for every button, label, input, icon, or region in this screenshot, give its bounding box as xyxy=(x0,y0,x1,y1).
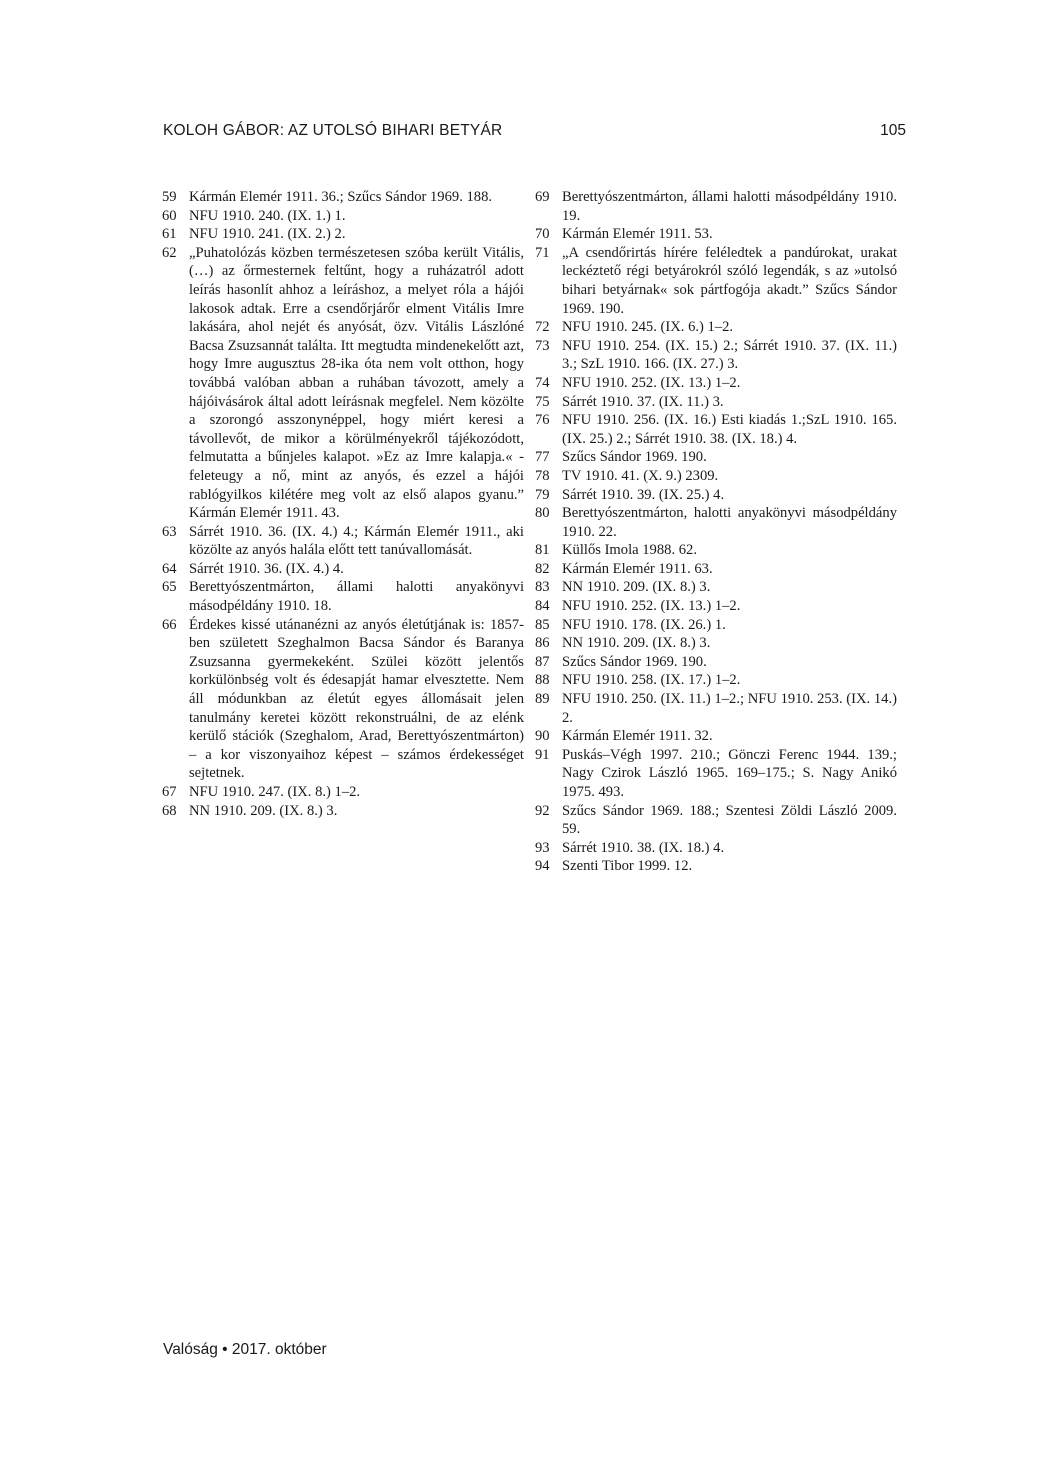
footnote-text: NFU 1910. 252. (IX. 13.) 1–2. xyxy=(562,598,741,615)
footnote-text: TV 1910. 41. (X. 9.) 2309. xyxy=(562,467,719,484)
footnote-text: NFU 1910. 256. (IX. 16.) Esti kiadás 1.;SzL 1910. 165. (IX. 25.) 2.; Sárrét 1910. 38. (IX. 18.) 4. xyxy=(562,412,897,447)
footnote-63 xyxy=(162,523,524,560)
footnote-81 xyxy=(535,541,897,560)
footnote-59 xyxy=(162,188,524,207)
footnote-94 xyxy=(535,857,897,876)
footnote-number: 74 xyxy=(535,374,550,391)
footnote-number: 61 xyxy=(162,226,177,243)
footnote-69 xyxy=(535,188,897,225)
footnote-87 xyxy=(535,653,897,672)
footnote-71 xyxy=(535,244,897,318)
footnote-number: 86 xyxy=(535,635,550,652)
footnote-66 xyxy=(162,616,524,783)
footnote-text: Sárrét 1910. 36. (IX. 4.) 4.; Kármán Elemér 1911., aki közölte az anyós halála előtt tett tanúvallomását. xyxy=(189,523,524,559)
footnote-number: 85 xyxy=(535,616,550,633)
footnote-78 xyxy=(535,467,897,486)
footnote-text: „Puhatolózás közben természetesen szóba került Vitális, (…) az őrmesternek feltűnt, hogy a ruházatról adott leírás hasonlít ahhoz a leíráshoz, a melyet róla a hájói lakosok adtak. Erre a csendőrjárőr elment Vitális Imre lakására, ahol nejét és anyósát, özv. Vitális Lászlóné Bacsa Zsuzsannát találta. Itt megtudta mindenekelőtt azt, hogy Imre augusztus 28-ika óta nem volt otthon, hogy továbbá valóban abban a ruhában távozott, amely a hájóivásárok által adott leírásnak megfelel. Nem közölte a szorongó asszonynéppel, hogy miért keresi a távollevőt, de mikor a körülményekről tájékozódott, felmutatta a bűnjeles kalapot. »Ez az Imre kalapja.« -feleteugy a nő, mint az anyós, és ezzel a hájói rablógyilkos kilétére meg volt az első alapos gyanu.” Kármán Elemér 1911. 43. xyxy=(189,244,524,522)
footnote-text: Sárrét 1910. 37. (IX. 11.) 3. xyxy=(562,393,724,410)
footnote-77 xyxy=(535,448,897,467)
footnote-text: Kármán Elemér 1911. 53. xyxy=(562,226,713,243)
footnote-92 xyxy=(535,802,897,839)
notes-column-left xyxy=(162,188,524,820)
footnote-text: NFU 1910. 250. (IX. 11.) 1–2.; NFU 1910. 253. (IX. 14.) 2. xyxy=(562,691,897,726)
footnote-text: NFU 1910. 258. (IX. 17.) 1–2. xyxy=(562,672,741,689)
footnote-68 xyxy=(162,802,524,821)
footnote-74 xyxy=(535,374,897,393)
footnote-text: NFU 1910. 240. (IX. 1.) 1. xyxy=(189,207,346,224)
footnote-73 xyxy=(535,337,897,374)
footnote-text: NN 1910. 209. (IX. 8.) 3. xyxy=(562,579,711,596)
footnote-number: 80 xyxy=(535,505,550,522)
footnote-number: 64 xyxy=(162,560,177,577)
footnote-text: Kármán Elemér 1911. 36.; Szűcs Sándor 1969. 188. xyxy=(189,189,493,205)
footnote-text: Szűcs Sándor 1969. 188.; Szentesi Zöldi László 2009. 59. xyxy=(562,802,897,838)
footnote-number: 92 xyxy=(535,802,550,819)
footnote-number: 68 xyxy=(162,802,177,819)
footnote-number: 65 xyxy=(162,579,177,596)
footnote-text: Berettyószentmárton, állami halotti anyakönyvi másodpéldány 1910. 18. xyxy=(189,579,524,615)
footnote-text: Küllős Imola 1988. 62. xyxy=(562,542,697,559)
footnote-text: Kármán Elemér 1911. 32. xyxy=(562,728,713,745)
running-title: KOLOH GÁBOR: AZ UTOLSÓ BIHARI BETYÁR xyxy=(163,122,503,139)
footnote-text: NFU 1910. 245. (IX. 6.) 1–2. xyxy=(562,319,734,336)
footnote-number: 91 xyxy=(535,746,550,763)
footnote-text: NN 1910. 209. (IX. 8.) 3. xyxy=(189,802,338,819)
footnote-text: Puskás–Végh 1997. 210.; Gönczi Ferenc 1944. 139.; Nagy Czirok László 1965. 169–175.; S. Nagy Anikó 1975. 493. xyxy=(562,746,897,800)
footnote-65 xyxy=(162,578,524,615)
footnote-60 xyxy=(162,207,524,226)
page-number: 105 xyxy=(880,122,906,139)
footnote-61 xyxy=(162,225,524,244)
footnote-number: 83 xyxy=(535,579,550,596)
footnote-text: Szűcs Sándor 1969. 190. xyxy=(562,449,707,466)
footnote-86 xyxy=(535,634,897,653)
footnote-number: 81 xyxy=(535,542,550,559)
footnote-90 xyxy=(535,727,897,746)
footnote-text: NFU 1910. 178. (IX. 26.) 1. xyxy=(562,616,726,633)
footnote-number: 78 xyxy=(535,467,550,484)
footnote-number: 79 xyxy=(535,486,550,503)
notes-column-right xyxy=(535,188,897,876)
footnote-text: „A csendőrirtás hírére feléledtek a pandúrokat, urakat leckéztető régi betyárokról szóló legendák, s az »utolsó bihari betyárnak« sok pártfogója akadt.” Szűcs Sándor 1969. 190. xyxy=(562,244,897,317)
footnote-number: 69 xyxy=(535,189,550,205)
footnote-76 xyxy=(535,411,897,448)
footnote-70 xyxy=(535,225,897,244)
footnote-83 xyxy=(535,578,897,597)
footnote-number: 84 xyxy=(535,598,550,615)
footnote-64 xyxy=(162,560,524,579)
footnote-text: Szenti Tibor 1999. 12. xyxy=(562,858,693,875)
footnote-text: NFU 1910. 247. (IX. 8.) 1–2. xyxy=(189,784,361,800)
footnote-number: 67 xyxy=(162,784,177,800)
footnote-number: 70 xyxy=(535,226,550,243)
footnote-number: 76 xyxy=(535,412,550,429)
footnote-number: 62 xyxy=(162,244,177,261)
footnote-number: 63 xyxy=(162,523,177,540)
footnote-93 xyxy=(535,839,897,858)
footnote-number: 77 xyxy=(535,449,550,466)
footnote-text: Sárrét 1910. 39. (IX. 25.) 4. xyxy=(562,486,725,503)
footnote-text: Berettyószentmárton, halotti anyakönyvi másodpéldány 1910. 22. xyxy=(562,505,897,540)
footnote-72 xyxy=(535,318,897,337)
footnote-number: 60 xyxy=(162,207,177,224)
footnote-number: 59 xyxy=(162,189,177,205)
footnote-text: Kármán Elemér 1911. 63. xyxy=(562,560,713,577)
footnote-number: 73 xyxy=(535,337,550,354)
footnote-text: Szűcs Sándor 1969. 190. xyxy=(562,653,707,670)
footnote-number: 87 xyxy=(535,653,550,670)
footnote-number: 89 xyxy=(535,691,550,708)
footnote-62 xyxy=(162,244,524,523)
footnote-79 xyxy=(535,486,897,505)
footnote-text: NFU 1910. 241. (IX. 2.) 2. xyxy=(189,226,346,243)
footnote-text: NN 1910. 209. (IX. 8.) 3. xyxy=(562,635,711,652)
footnote-number: 82 xyxy=(535,560,550,577)
footnote-number: 75 xyxy=(535,393,550,410)
footnote-85 xyxy=(535,616,897,635)
footnote-number: 71 xyxy=(535,244,550,261)
footnote-number: 90 xyxy=(535,728,550,745)
footnote-number: 94 xyxy=(535,858,550,875)
footnote-text: NFU 1910. 254. (IX. 15.) 2.; Sárrét 1910. 37. (IX. 11.) 3.; SzL 1910. 166. (IX. 27.) 3. xyxy=(562,337,897,373)
footnote-text: NFU 1910. 252. (IX. 13.) 1–2. xyxy=(562,374,741,391)
footnote-75 xyxy=(535,393,897,412)
footnote-number: 93 xyxy=(535,839,550,856)
footnote-number: 72 xyxy=(535,319,550,336)
publication-footer: Valóság • 2017. október xyxy=(163,1341,327,1358)
footnote-text: Berettyószentmárton, állami halotti másodpéldány 1910. 19. xyxy=(562,189,897,224)
footnote-89 xyxy=(535,690,897,727)
footnote-84 xyxy=(535,597,897,616)
footnote-text: Sárrét 1910. 38. (IX. 18.) 4. xyxy=(562,839,725,856)
footnote-88 xyxy=(535,671,897,690)
footnote-67 xyxy=(162,783,524,802)
footnote-number: 88 xyxy=(535,672,550,689)
footnote-82 xyxy=(535,560,897,579)
footnote-text: Sárrét 1910. 36. (IX. 4.) 4. xyxy=(189,560,344,577)
footnote-91 xyxy=(535,746,897,802)
footnote-number: 66 xyxy=(162,616,177,633)
footnote-80 xyxy=(535,504,897,541)
footnote-text: Érdekes kissé utánanézni az anyós életútjának is: 1857-ben született Szeghalmon Bacsa Sándor és Baranya Zsuzsanna gyermekeként. Szülei között jelentős korkülönbség volt és édesapját hamar elvesztette. Nem áll módunkban az életút egyes állomásait jelen tanulmány keretei között rekonstruálni, de az elénk kerülő stációk (Szeghalom, Arad, Berettyószentmárton) – a kor viszonyaihoz képest – számos érdekességet sejtetnek. xyxy=(189,616,524,782)
